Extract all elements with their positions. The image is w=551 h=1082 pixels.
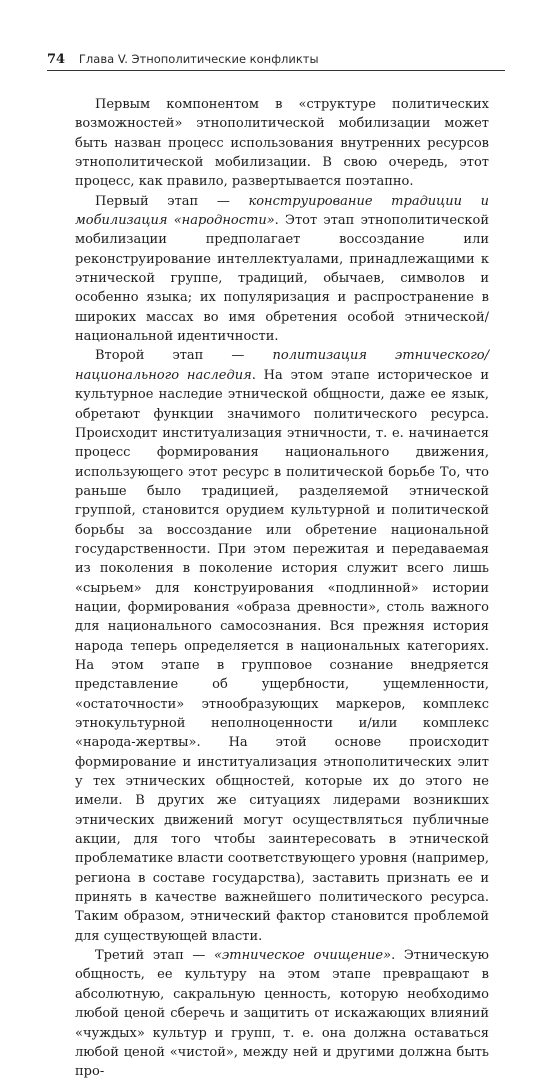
paragraph-3 [75, 346, 489, 946]
running-header [47, 48, 505, 71]
chapter-title: Глава V. Этнополитические конфликты [78, 52, 319, 66]
paragraph-2 [75, 192, 489, 347]
paragraph-text: . Этническую общность, ее культуру на этом этапе превращают в абсолютную, сакральную ценность, которую необходимо любой ценой сберечь и защитить от искажающих влияний «чуждых» культур и групп, т. е. она должна оставаться любой ценой «чистой», между ней и другими должна быть про- [75, 948, 489, 1080]
paragraph-text: Первый этап — [95, 193, 249, 209]
paragraph-1 [75, 95, 489, 192]
stage-1-name: конструирование традиции и мобилизация «народности» [75, 193, 489, 229]
body-text [75, 95, 489, 1082]
page-number: 74 [47, 52, 66, 67]
stage-2-name: политизация этнического/национального наследия [75, 348, 490, 383]
stage-3-name: «этническое очищение» [214, 948, 392, 964]
paragraph-text: Первым компонентом в «структуре политических возможностей» этнополитической мобилизации может быть назван процесс использования внутренних ресурсов этнополитической мобилизации. В свою очередь, этот процесс, как правило, развертывается поэтапно. [75, 97, 489, 190]
paragraph-text: Третий этап — [95, 948, 215, 964]
paragraph-text: . Этот этап этнополитической мобилизации предполагает воссоздание или реконструирование интеллектуалами, принадлежащими к этнической группе, традиций, обычаев, символов и особенно языка; их популяризация и распространение в широких массах во имя обретения особой этнической/национальной идентичности. [75, 213, 489, 345]
paragraph-text: . На этом этапе историческое и культурное наследие этнической общности, даже ее язык, обретают функции значимого политического ресурса. Происходит институализация этничности, т. е. начинается процесс формирования национального движения, использующего этот ресурс в политической борьбе То, что раньше было традицией, разделяемой этнической группой, становится орудием культурной и политической борьбы за воссоздание или обретение национальной государственности. При этом пережитая и передаваемая из поколения в поколение история служит всего лишь «сырьем» для конструирования «подлинной» истории нации, формирования «образа древности», столь важного для национального самосознания. Вся прежняя история народа теперь определяется в национальных категориях. На этом этапе в групповое сознание внедряется представление об ущербности, ущемленности, «остаточности» этнообразующих маркеров, комплекс этнокультурной неполноценности и/или комплекс «народа-жертвы». На этой основе происходит формирование и институализация этнополитических элит у тех этнических общностей, которые их до этого не имели. В других же ситуациях лидерами возникших этнических движений могут осуществляться публичные акции, для того чтобы заинтересовать в этнической проблематике власти соответствующего уровня (например, региона в составе государства), заставить признать ее и принять в качестве важнейшего политического ресурса. Таким образом, этнический фактор становится проблемой для существующей власти. [75, 367, 490, 944]
paragraph-text: Второй этап — [95, 348, 273, 364]
paragraph-4 [75, 946, 489, 1081]
